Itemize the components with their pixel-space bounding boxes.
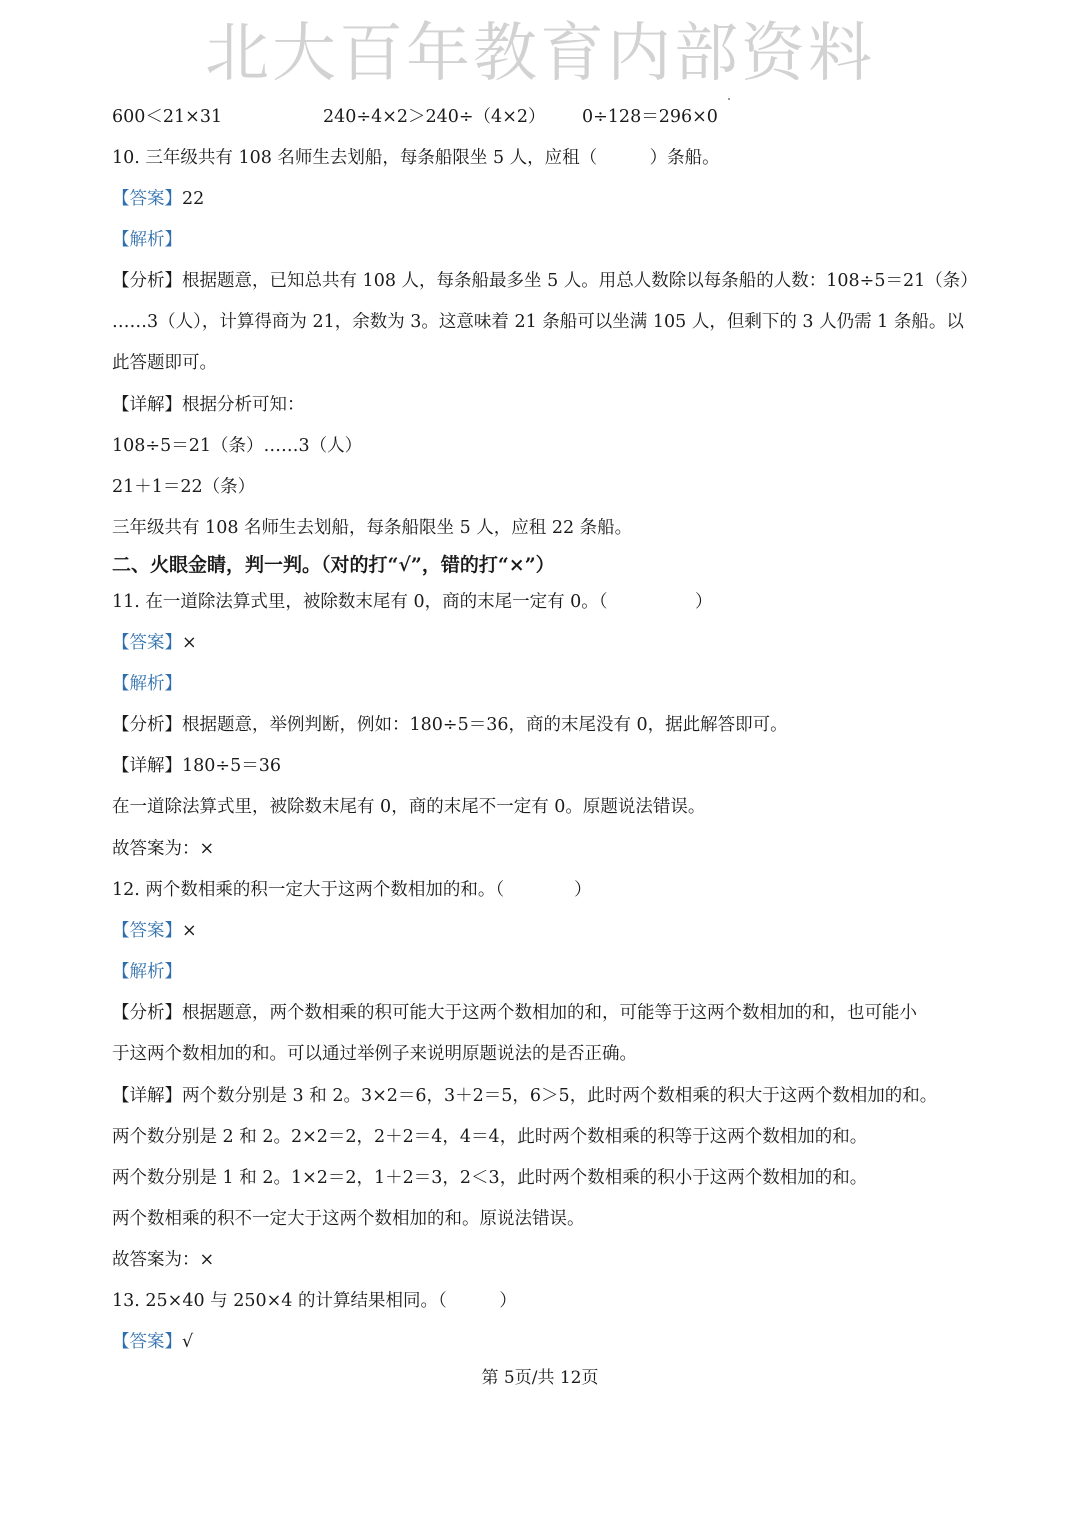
q11-final: 故答案为：×	[112, 839, 215, 859]
xiangjie-text: 两个数分别是 3 和 2。3×2＝6，3＋2＝5，6＞5，此时两个数相乘的积大于这两个数相加的和。	[182, 1086, 938, 1106]
answer-tag: 【答案】	[112, 1332, 182, 1352]
q11-conclusion: 在一道除法算式里，被除数末尾有 0，商的末尾不一定有 0。原题说法错误。	[112, 797, 706, 817]
q10-answer	[112, 187, 992, 211]
stray-dot	[728, 98, 730, 100]
q10-analysis-line-1	[112, 269, 992, 293]
q12-question: 12. 两个数相乘的积一定大于这两个数相加的和。（ ）	[112, 880, 592, 900]
q12-analysis-tag: 【解析】	[112, 962, 182, 982]
page-footer: 第 5页/共 12页	[481, 1368, 599, 1388]
answer-value: 22	[182, 189, 205, 209]
q12-analysis-line-2: 于这两个数相加的和。可以通过举例子来说明原题说法的是否正确。	[112, 1044, 637, 1064]
q11-answer	[112, 631, 992, 655]
q12-final: 故答案为：×	[112, 1250, 215, 1270]
answer-tag: 【答案】	[112, 189, 182, 209]
comparison-1: 600＜21×31	[112, 107, 223, 127]
q11-question: 11. 在一道除法算式里，被除数末尾有 0，商的末尾一定有 0。（ ）	[112, 592, 713, 612]
q10-analysis-tag: 【解析】	[112, 230, 182, 250]
q11-analysis	[112, 713, 992, 737]
q13-answer	[112, 1330, 992, 1354]
xiangjie-text: 180÷5＝36	[182, 756, 281, 776]
q10-calc-1: 108÷5＝21（条）……3（人）	[112, 436, 363, 456]
q10-analysis-line-2: ……3（人），计算得商为 21，余数为 3。这意味着 21 条船可以坐满 105 人，但剩下的 3 人仍需 1 条船。以	[112, 312, 964, 332]
q12-analysis-line-1	[112, 1001, 992, 1025]
q11-detail	[112, 754, 992, 778]
section-2-title: 二、火眼金睛，判一判。（对的打“√”，错的打“×”）	[112, 554, 555, 576]
fenxi-tag: 【分析】	[112, 715, 182, 735]
fenxi-tag: 【分析】	[112, 1003, 182, 1023]
q10-conclusion: 三年级共有 108 名师生去划船，每条船限坐 5 人，应租 22 条船。	[112, 518, 633, 538]
fenxi-text: 根据题意，两个数相乘的积可能大于这两个数相加的和，可能等于这两个数相加的和，也可能小	[182, 1003, 917, 1023]
watermark-text: 北大百年教育内部资料	[205, 17, 875, 91]
comparison-2: 240÷4×2＞240÷（4×2）	[323, 107, 546, 127]
q10-question: 10. 三年级共有 108 名师生去划船，每条船限坐 5 人，应租（ ）条船。	[112, 148, 720, 168]
xiangjie-tag: 【详解】	[112, 1086, 182, 1106]
q12-detail-2: 两个数分别是 2 和 2。2×2＝2，2＋2＝4，4＝4，此时两个数相乘的积等于这两个数相加的和。	[112, 1127, 868, 1147]
answer-tag: 【答案】	[112, 633, 182, 653]
xiangjie-text: 根据分析可知：	[182, 395, 305, 415]
answer-tag: 【答案】	[112, 921, 182, 941]
comparison-3: 0÷128＝296×0	[582, 107, 718, 127]
xiangjie-tag: 【详解】	[112, 756, 182, 776]
q10-detail	[112, 393, 992, 417]
q12-answer	[112, 919, 992, 943]
answer-value: √	[182, 1332, 194, 1352]
answer-value: ×	[182, 921, 197, 941]
q10-analysis-line-3: 此答题即可。	[112, 353, 217, 373]
q10-calc-2: 21＋1＝22（条）	[112, 477, 256, 497]
fenxi-text: 根据题意，举例判断，例如：180÷5＝36，商的末尾没有 0，据此解答即可。	[182, 715, 788, 735]
q13-question: 13. 25×40 与 250×4 的计算结果相同。（ ）	[112, 1291, 517, 1311]
q12-detail-1	[112, 1084, 992, 1108]
fenxi-text: 根据题意，已知总共有 108 人，每条船最多坐 5 人。用总人数除以每条船的人数：108÷5＝21（条）	[182, 271, 978, 291]
q11-analysis-tag: 【解析】	[112, 674, 182, 694]
q12-detail-3: 两个数分别是 1 和 2。1×2＝2，1＋2＝3，2＜3，此时两个数相乘的积小于这两个数相加的和。	[112, 1168, 868, 1188]
xiangjie-tag: 【详解】	[112, 395, 182, 415]
answer-value: ×	[182, 633, 197, 653]
fenxi-tag: 【分析】	[112, 271, 182, 291]
q12-conclusion: 两个数相乘的积不一定大于这两个数相加的和。原说法错误。	[112, 1209, 585, 1229]
